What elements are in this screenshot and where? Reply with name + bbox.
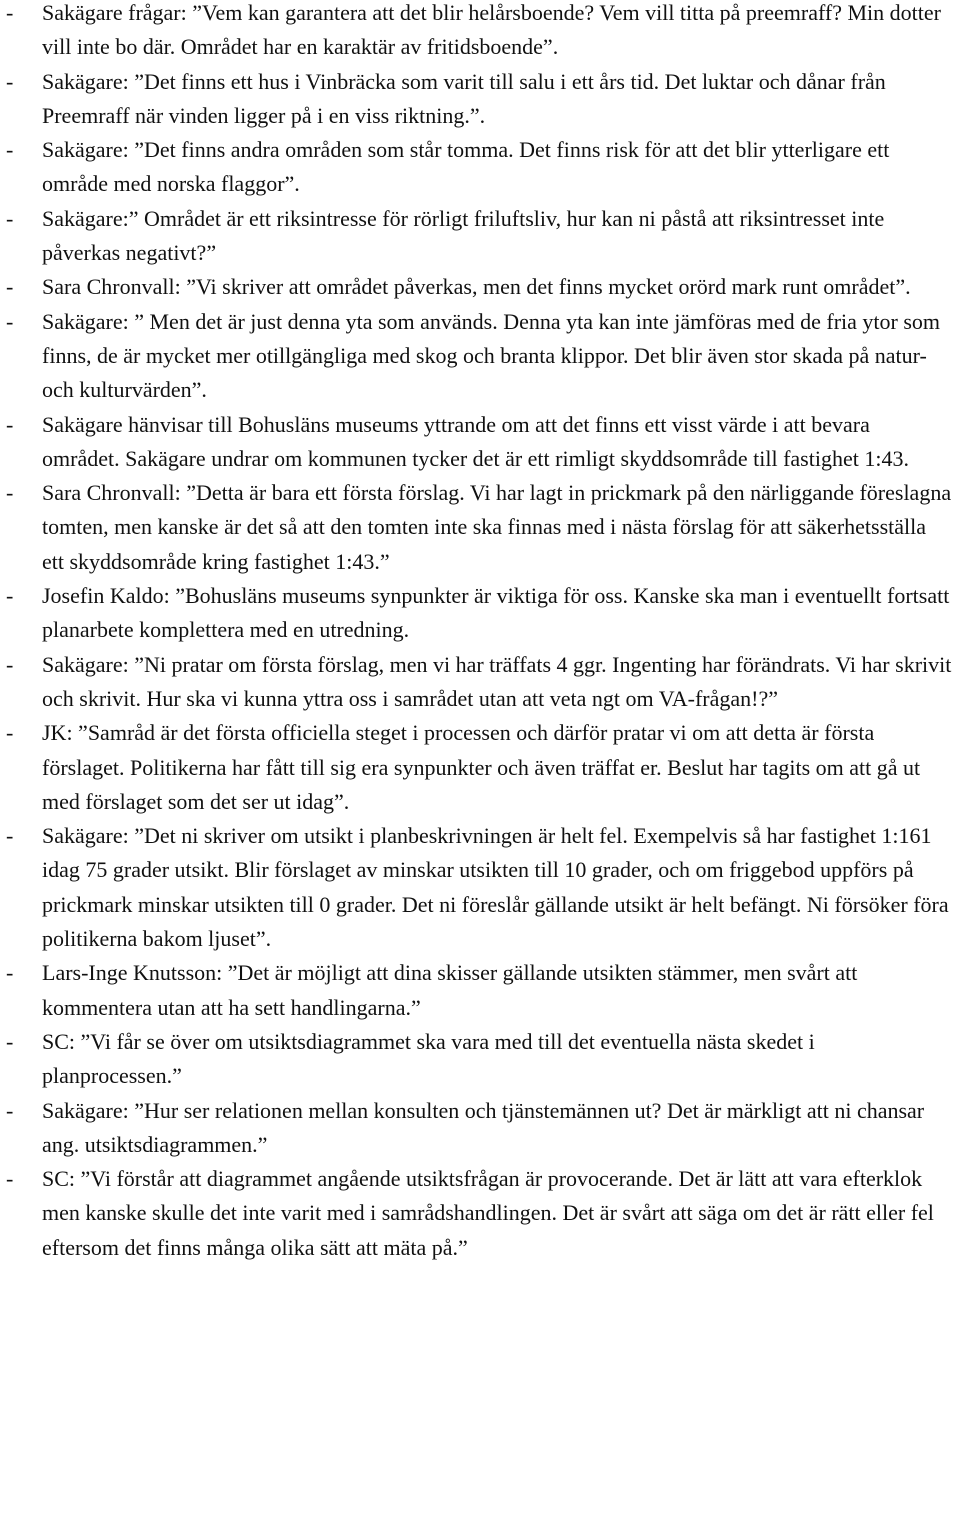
item-text: Sakägare: ”Ni pratar om första förslag, men vi har träffats 4 ggr. Ingenting har förändrats. Vi har skrivit och skrivit. Hur ska vi kunna yttra oss i samrådet utan att veta ngt om VA-frågan!?” (42, 651, 952, 711)
item-text: Sakägare: ” Men det är just denna yta som används. Denna yta kan inte jämföras med de fria ytor som finns, de är mycket mer otillgängliga med skog och branta klippor. Det blir även stor skada på natur- och kulturvärden”. (42, 308, 941, 403)
list-item (4, 1025, 952, 1094)
bullet-dash: - (6, 137, 14, 163)
bullet-dash: - (6, 480, 14, 506)
bullet-dash: - (6, 960, 14, 986)
item-text: Sakägare: ”Det ni skriver om utsikt i planbeskrivningen är helt fel. Exempelvis så har fastighet 1:161 idag 75 grader utsikt. Blir förslaget av minskar utsikten till 10 grader, och om friggebod uppförs på prickmark minskar utsikten till 0 grader. Det ni föreslår gällande utsikt är helt befängt. Ni försöker föra politikerna bakom ljuset”. (42, 823, 949, 952)
list-item (4, 202, 952, 271)
bullet-dash: - (6, 720, 14, 746)
list-item (4, 305, 952, 408)
list-item (4, 819, 952, 956)
item-text: Sakägare frågar: ”Vem kan garantera att det blir helårsboende? Vem vill titta på preemraff? Min dotter vill inte bo där. Området har en karaktär av fritidsboende”. (42, 0, 941, 60)
bullet-dash: - (6, 1097, 14, 1123)
list-item (4, 1094, 952, 1163)
bullet-dash: - (6, 0, 14, 25)
item-text: Sakägare: ”Det finns ett hus i Vinbräcka som varit till salu i ett års tid. Det luktar och dånar från Preemraff när vinden ligger på i en viss riktning.”. (42, 68, 886, 128)
item-text: Sakägare:” Området är ett riksintresse för rörligt friluftsliv, hur kan ni påstå att riksintresset inte påverkas negativt?” (42, 205, 885, 266)
list-item (4, 648, 952, 717)
list-item (4, 956, 952, 1025)
list-item (4, 270, 952, 304)
list-item (4, 133, 952, 202)
list-item (4, 716, 952, 819)
list-item (4, 579, 952, 648)
item-text: Josefin Kaldo: ”Bohusläns museums synpunkter är viktiga för oss. Kanske ska man i eventuellt fortsatt planarbete komplettera med en utredning. (42, 583, 950, 643)
list-item (4, 0, 952, 65)
bullet-dash: - (6, 411, 14, 437)
bullet-dash: - (6, 68, 14, 94)
bullet-dash: - (6, 308, 14, 334)
list-item (4, 476, 952, 579)
bullet-dash: - (6, 583, 14, 609)
item-text: SC: ”Vi förstår att diagrammet angående utsiktsfrågan är provocerande. Det är lätt att vara efterklok men kanske skulle det inte varit med i samrådshandlingen. Det är svårt att säga om det är rätt eller fel eftersom det finns många olika sätt att mäta på.” (42, 1166, 934, 1260)
bullet-dash: - (6, 205, 14, 231)
bullet-dash: - (6, 274, 14, 300)
bullet-dash: - (6, 1166, 14, 1192)
list-item (4, 408, 952, 477)
item-text: JK: ”Samråd är det första officiella steget i processen och därför pratar vi om att detta är första förslaget. Politikerna har fått till sig era synpunkter och även träffat er. Beslut har tagits om att gå ut med förslaget som det ser ut idag”. (42, 720, 921, 814)
item-text: Sakägare: ”Det finns andra områden som står tomma. Det finns risk för att det blir ytterligare ett område med norska flaggor”. (42, 137, 890, 197)
item-text: Sara Chronvall: ”Detta är bara ett första förslag. Vi har lagt in prickmark på den närliggande föreslagna tomten, men kanske är det så att den tomten inte ska finnas med i nästa förslag för att säkerhetsställa ett skyddsområde kring fastighet 1:43.” (42, 480, 952, 574)
list-item (4, 65, 952, 134)
item-text: SC: ”Vi får se över om utsiktsdiagrammet ska vara med till det eventuella nästa skedet i planprocessen.” (42, 1028, 815, 1089)
bullet-dash: - (6, 823, 14, 849)
item-text: Sakägare hänvisar till Bohusläns museums yttrande om att det finns ett visst värde i att bevara området. Sakägare undrar om kommunen tycker det är ett rimligt skyddsområde till fastighet 1:43. (42, 411, 909, 471)
list-item (4, 1162, 952, 1265)
bullet-dash: - (6, 1028, 14, 1054)
bullet-dash: - (6, 651, 14, 677)
item-text: Sakägare: ”Hur ser relationen mellan konsulten och tjänstemännen ut? Det är märkligt att ni chansar ang. utsiktsdiagrammen.” (42, 1097, 925, 1157)
item-text: Sara Chronvall: ”Vi skriver att området påverkas, men det finns mycket orörd mark runt området”. (42, 274, 911, 300)
item-text: Lars-Inge Knutsson: ”Det är möjligt att dina skisser gällande utsikten stämmer, men svårt att kommentera utan att ha sett handlingarna.” (42, 960, 858, 1020)
minutes-list (4, 0, 952, 1265)
